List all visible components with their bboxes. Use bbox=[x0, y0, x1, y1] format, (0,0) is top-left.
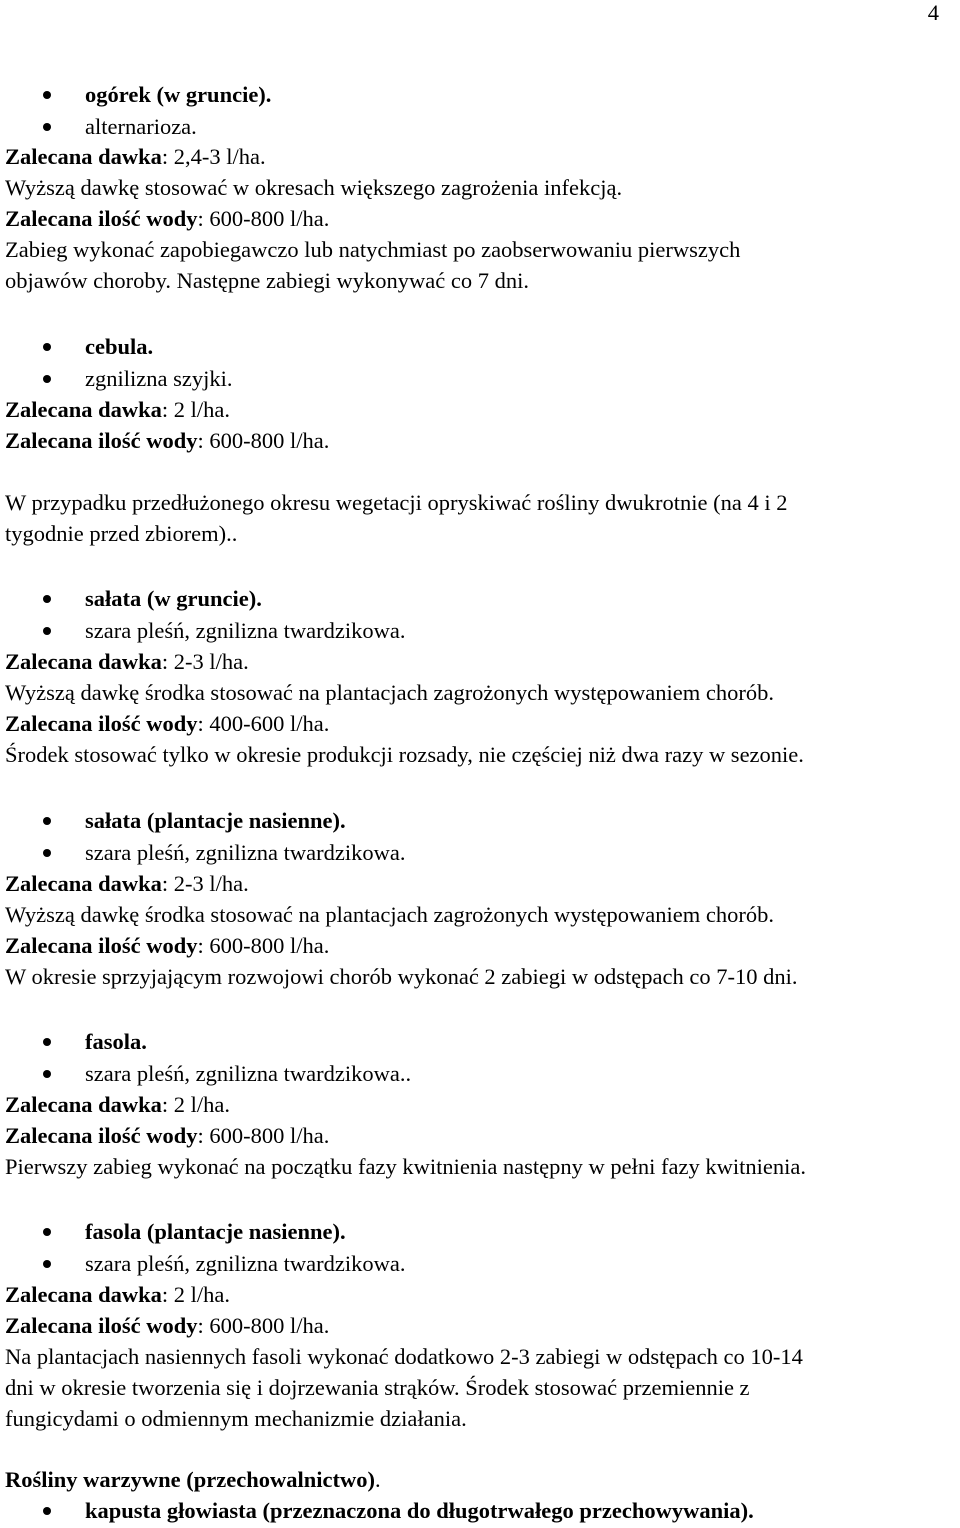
note-text: Środek stosować tylko w okresie produkcji rozsady, nie częściej niż dwa razy w sezonie. bbox=[5, 742, 804, 767]
note-text: Wyższą dawkę środka stosować na plantacjach zagrożonych występowaniem chorób. bbox=[5, 680, 774, 705]
water-label: Zalecana ilość wody bbox=[5, 428, 198, 453]
disease-name: szara pleśń, zgnilizna twardzikowa. bbox=[85, 840, 406, 865]
crop-name: fasola (plantacje nasienne). bbox=[85, 1219, 346, 1244]
dose-line bbox=[5, 395, 230, 425]
note-text: objawów choroby. Następne zabiegi wykonywać co 7 dni. bbox=[5, 268, 530, 293]
dose-label: Zalecana dawka bbox=[5, 397, 162, 422]
water-value: : 400-600 l/ha. bbox=[197, 711, 330, 736]
dose-label: Zalecana dawka bbox=[5, 1092, 162, 1117]
water-line bbox=[5, 709, 329, 739]
water-label: Zalecana ilość wody bbox=[5, 711, 198, 736]
disease-name: alternarioza. bbox=[85, 114, 197, 139]
disease-name: szara pleśń, zgnilizna twardzikowa. bbox=[85, 1251, 406, 1276]
water-value: : 600-800 l/ha. bbox=[197, 1123, 330, 1148]
dose-value: : 2 l/ha. bbox=[161, 1092, 231, 1117]
crop-bullet bbox=[85, 1496, 754, 1526]
disease-name: szara pleśń, zgnilizna twardzikowa.. bbox=[85, 1061, 412, 1086]
crop-name: sałata (plantacje nasienne). bbox=[85, 808, 346, 833]
water-value: : 600-800 l/ha. bbox=[197, 933, 330, 958]
crop-name: cebula. bbox=[85, 334, 154, 359]
crop-bullet bbox=[85, 584, 262, 614]
crop-name: kapusta głowiasta (przeznaczona do długotrwałego przechowywania). bbox=[85, 1498, 754, 1523]
dose-value: : 2 l/ha. bbox=[161, 397, 231, 422]
disease-bullet bbox=[85, 1249, 406, 1279]
dose-label: Zalecana dawka bbox=[5, 1282, 162, 1307]
dose-line bbox=[5, 647, 249, 677]
disease-name: zgnilizna szyjki. bbox=[85, 366, 233, 391]
crop-name: fasola. bbox=[85, 1029, 147, 1054]
dose-label: Zalecana dawka bbox=[5, 871, 162, 896]
disease-bullet bbox=[85, 112, 197, 142]
dose-line bbox=[5, 142, 266, 172]
crop-bullet bbox=[85, 806, 346, 836]
note-text: tygodnie przed zbiorem).. bbox=[5, 521, 238, 546]
water-label: Zalecana ilość wody bbox=[5, 933, 198, 958]
note-text: Wyższą dawkę stosować w okresach większego zagrożenia infekcją. bbox=[5, 175, 623, 200]
disease-bullet bbox=[85, 364, 232, 394]
dose-value: : 2-3 l/ha. bbox=[161, 871, 249, 896]
note-text: W przypadku przedłużonego okresu wegetacji opryskiwać rośliny dwukrotnie (na 4 i 2 bbox=[5, 490, 788, 515]
storage-heading-suffix: . bbox=[374, 1467, 381, 1492]
crop-bullet bbox=[85, 1217, 346, 1247]
note-text: fungicydami o odmiennym mechanizmie działania. bbox=[5, 1406, 467, 1431]
note-text: Pierwszy zabieg wykonać na początku fazy kwitnienia następny w pełni fazy kwitnienia. bbox=[5, 1154, 806, 1179]
water-value: : 600-800 l/ha. bbox=[197, 1313, 330, 1338]
dose-label: Zalecana dawka bbox=[5, 144, 162, 169]
dose-line bbox=[5, 1090, 230, 1120]
note-text: Zabieg wykonać zapobiegawczo lub natychmiast po zaobserwowaniu pierwszych bbox=[5, 237, 741, 262]
disease-bullet bbox=[85, 838, 406, 868]
section-heading bbox=[5, 1465, 381, 1495]
water-line bbox=[5, 1121, 329, 1151]
water-line bbox=[5, 426, 329, 456]
note-text: W okresie sprzyjającym rozwojowi chorób wykonać 2 zabiegi w odstępach co 7-10 dni. bbox=[5, 964, 798, 989]
water-label: Zalecana ilość wody bbox=[5, 206, 198, 231]
water-line bbox=[5, 204, 329, 234]
crop-bullet bbox=[85, 332, 153, 362]
crop-bullet bbox=[85, 1027, 147, 1057]
crop-name: ogórek (w gruncie). bbox=[85, 82, 272, 107]
note-text: dni w okresie tworzenia się i dojrzewania strąków. Środek stosować przemiennie z bbox=[5, 1375, 750, 1400]
dose-value: : 2,4-3 l/ha. bbox=[161, 144, 266, 169]
storage-heading: Rośliny warzywne (przechowalnictwo) bbox=[5, 1467, 375, 1492]
dose-label: Zalecana dawka bbox=[5, 649, 162, 674]
water-value: : 600-800 l/ha. bbox=[197, 428, 330, 453]
note-text: Wyższą dawkę środka stosować na plantacjach zagrożonych występowaniem chorób. bbox=[5, 902, 774, 927]
water-label: Zalecana ilość wody bbox=[5, 1313, 198, 1338]
disease-bullet bbox=[85, 616, 406, 646]
water-value: : 600-800 l/ha. bbox=[197, 206, 330, 231]
crop-bullet bbox=[85, 80, 271, 110]
crop-name: sałata (w gruncie). bbox=[85, 586, 262, 611]
dose-value: : 2 l/ha. bbox=[161, 1282, 231, 1307]
water-label: Zalecana ilość wody bbox=[5, 1123, 198, 1148]
disease-name: szara pleśń, zgnilizna twardzikowa. bbox=[85, 618, 406, 643]
water-line bbox=[5, 931, 329, 961]
dose-line bbox=[5, 869, 249, 899]
note-text: Na plantacjach nasiennych fasoli wykonać dodatkowo 2-3 zabiegi w odstępach co 10-14 bbox=[5, 1344, 803, 1369]
water-line bbox=[5, 1311, 329, 1341]
dose-value: : 2-3 l/ha. bbox=[161, 649, 249, 674]
page-number: 4 bbox=[927, 0, 939, 25]
dose-line bbox=[5, 1280, 230, 1310]
disease-bullet bbox=[85, 1059, 411, 1089]
